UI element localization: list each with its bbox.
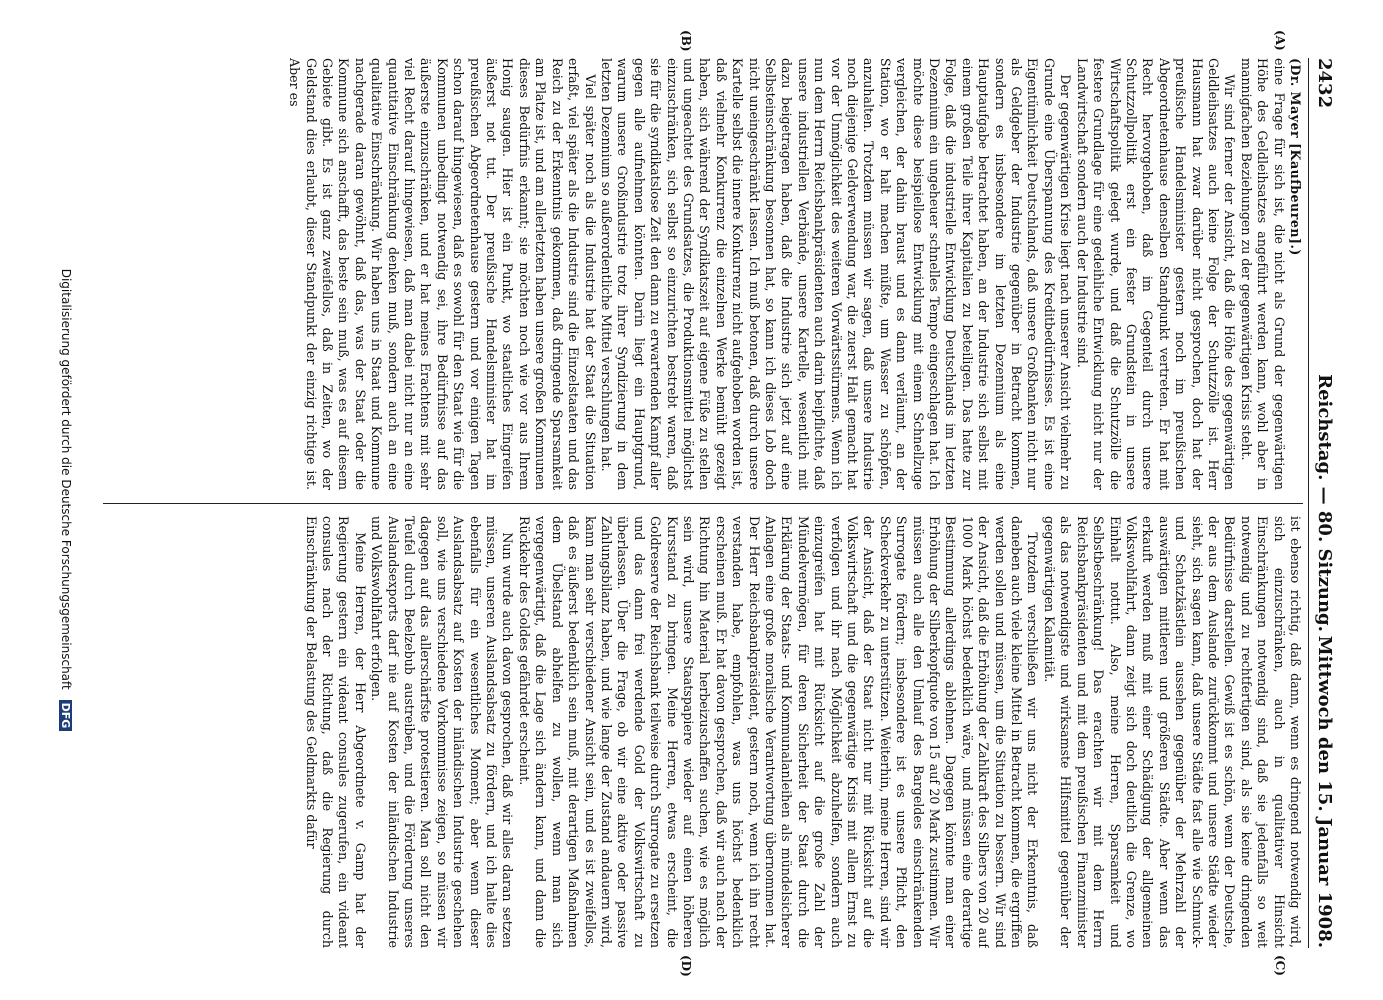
paragraph: Nun wurde auch davon gesprochen, daß wir alles daran setzen müssen, unseren Auslandsabsatz zu fördern, und ich halte dies ebenfalls für ein wesentliches Moment; aber wenn dieser Auslandsabsatz auf Kosten der inländischen Industrie geschehen soll, wie uns verschiedene Vorkommnisse zeigen, so müssen wir dagegen auf das allerschärfste protestieren. Man soll nicht den Teufel durch Beelzebub austreiben, und die Förderung unseres Auslandsexports darf nie auf Kosten der inländischen Industrie und Volkswohlfahrt erfolgen. <box>369 516 516 948</box>
paragraph: ist ebenso richtig, daß dann, wenn es dringend notwendig wird, sich einzuschränken, auch in qualitativer Hinsicht Einschränkungen notwendig sind, daß sie jedenfalls so weit notwendig und zu rechtfertigen sind, als sie keine dringenden Bedürfnisse darstellen. Gewiß ist es schön, wenn der Deutsche, der aus dem Auslande zurückkommt und unsere Städte wieder sieht, sich sagen kann, daß unsere Städte fast alle wie Schmuck- und Schatzkästlein aussehen gegenüber der Mehrzahl der auswärtigen mittleren und größeren Städte. Aber wenn das erkauft werden muß mit einer Schädigung der allgemeinen Volkswohlfahrt, dann zeigt sich doch deutlich die Grenze, wo Einhalt nottut. Also, meine Herren, Sparsamkeit und Selbstbeschränkung! Das erachten wir mit dem Herrn Reichsbankpräsidenten und mit dem preußischen Finanzminister als das notwendigste und wirksamste Hilfsmittel gegenüber der gegenwärtigen Kalamität. <box>1041 516 1303 948</box>
margin-mark-d: (D) <box>679 955 693 977</box>
column-divider <box>103 503 1303 504</box>
dfg-logo: DFG <box>59 700 72 732</box>
text-column-left <box>103 58 1303 490</box>
paragraph: Trotzdem verschließen wir uns nicht der Erkenntnis, daß daneben auch viele kleine Mittel in Betracht kommen, die ergriffen werden sollen und müssen, um die Situation zu bessern. Wir sind der Ansicht, daß die Erhöhung der Zahlkraft des Silbers von 20 auf 1000 Mark höchst bedenklich wäre, und müssen eine derartige Bestimmung allerdings ablehnen. Dagegen könnte man einer Erhöhung der Silberkopfquote von 15 auf 20 Mark zustimmen. Wir müssen auch alle den Umlauf des Bargeldes einschränkenden Surrogate fördern; insbesondere ist es unsere Pflicht, den Scheckverkehr zu unterstützen. Weiterhin, meine Herren, sind wir der Ansicht, daß der Staat nicht nur mit Rücksicht auf die Volkswirtschaft und die gegenwärtige Krisis mit allem Ernst zu verfolgen und ihr nach Möglichkeit abzuhelfen, sondern auch einzugreifen hat mit Rücksicht auf die große Zahl der Mündelvermögen, für deren Sicherheit der Staat durch die Erklärung der Staats- und Kommunalanleihen als mündelsicherer Anlagen eine große moralische Verantwortung übernommen hat. Der Herr Reichsbankpräsident, gestern noch, wenn ich ihn recht verstanden habe, empfohlen, was uns höchst bedenklich erscheinen muß. Er hat davon gesprochen, daß wir auch nach der Richtung hin Material herbeizuschaffen suchen, wie es möglich sein wird, unsere Staatspapiere wieder auf einen höheren Kursstand zu bringen. Meine Herren, etwas erscheint, die Goldreserve der Reichsbank teilweise durch Surrogate zu ersetzen und das dann frei werdende Gold der Volkswirtschaft zu überlassen. Über die Frage, ob wir eine aktive oder passive Zahlungsbilanz haben, und wie lange der Zustand andauern wird, kann man sehr verschiedener Ansicht sein, und es ist zweifellos, daß es äußerst bedenklich sein muß, mit derartigen Maßnahmen dem Übelstand abhelfen zu wollen, wenn man sich vergegenwärtigt, daß die Lage sich ändern kann, und dann die Rückkehr des Goldes gefährdet erscheint. <box>516 516 1041 948</box>
text-column-right <box>103 516 1303 948</box>
page-number: 2432 <box>1314 58 1335 109</box>
paragraph: Viel später noch als die Industrie hat der Staat die Situation erfaßt, viel später als die Industrie sind die Einzelstaaten und das Reich zu der Erkenntnis gekommen, daß dringende Sparsamkeit am Platze ist, und am allerletzten haben unsere großen Kommunen dieses Bedürfnis erkannt; sie möchten noch wie vor aus Ihrem Honig saugen. Hier ist ein Punkt, wo staatliches Eingreifen äußerst not tut. Der preußische Handelsminister hat im preußischen Abgeordnetenhause gestern und vor einigen Tagen schon darauf hingewiesen, daß es sowohl für den Staat wie für die Kommunen unbedingt notwendig sei, ihre Bedürfnisse auf das äußerste einzuschränken, und er hat meines Erachtens mit sehr viel Recht darauf hingewiesen, daß man dabei nicht nur an eine quantitative Einschränkung denken muß, sondern auch an eine qualitative Einschränkung. Wir haben uns in Staat und Kommune nachgerade daran gewöhnt, daß das, was der Staat oder die Kommune sich anschafft, das beste sein muß, was es auf diesem Gebiete gibt. Es ist ganz zweifellos, daß in Zeiten, wo der Geldstand dies erlaubt, dieser Standpunkt der einzig richtige ist. Aber es <box>287 58 598 490</box>
header-date: Mittwoch den 15. Januar 1908. <box>1314 635 1335 948</box>
page-header <box>1309 58 1335 948</box>
margin-mark-c: (C) <box>1273 955 1287 976</box>
header-title: Reichstag. — 80. Sitzung. <box>1314 374 1335 632</box>
paragraph: Wir sind ferner der Ansicht, daß die Höhe des gegenwärtigen Geldleihsatzes auch keine Folge der Schutzzölle ist. Herr Hausmann hat zwar darüber nicht gesprochen, doch hat der preußische Handelsminister gestern noch im preußischen Abgeordnetenhause denselben Standpunkt vertreten. Er hat mit Recht hervorgehoben, daß im Gegenteil durch unsere Schutzzollpolitik erst ein fester Grundstein in unsere Wirtschaftspolitik gelegt wurde, und daß die Schutzzölle die festere Grundlage für eine gedeihliche Entwicklung nicht nur der Landwirtschaft sondern auch der Industrie sind. <box>1074 58 1238 490</box>
paragraph: Meine Herren, der Herr Abgeordnete v. Gamp hat der Regierung gestern ein videant consules zugerufen, ein videant consules nach der Richtung, daß die Regierung durch Einschränkung der Belastung des Geldmarkts dafür <box>303 516 368 948</box>
margin-mark-a: (A) <box>1273 30 1287 51</box>
paragraph: eine Frage für sich ist, die nicht als Grund der gegenwärtigen Höhe des Geldleihsatzes angeführt werden kann, wohl aber in mannigfachen Beziehungen zu der gegenwärtigen Krisis steht. <box>1238 58 1287 490</box>
footer-text: Digitalisierung gefördert durch die Deutsche Forschungsgemeinschaft <box>59 268 73 690</box>
header-rule <box>1308 58 1309 948</box>
digitization-footer <box>59 0 73 1000</box>
paragraph: Der gegenwärtigen Krise liegt nach unserer Ansicht vielmehr zu Grunde eine Überspannung des Kreditbedürfnisses. Es ist eine Eigentümlichkeit Deutschlands, daß unsere Großbanken nicht nur als Geldgeber der Industrie gegenüber in Betracht kommen, sondern es insbesondere im letzten Dezennium als eine Hauptaufgabe betrachtet haben, an der Industrie sich selbst mit einem großen Teile ihrer Kapitalien zu beteiligen. Das hatte zur Folge, daß die industrielle Entwicklung Deutschlands im letzten Dezennium ein ungeheuer schnelles Tempo eingeschlagen hat. Ich möchte diese beispiellose Entwicklung mit einem Schnellzuge vergleichen, der dahin braust und es dann verläumt, an der Station, wo er halt machen müßte, um Wasser zu schöpfen, anzuhalten. Trotzdem müssen wir sagen, daß unsere Industrie noch diejenige Geldverwendung war, die zuerst Halt gemacht hat vor der Unmöglichkeit des weiteren Vorwärtsstürmens. Wenn ich nun dem Herrn Reichsbankpräsidenten auch darin beipflichte, daß unsere industriellen Verbände, unsere Kartelle, wesentlich mit dazu beigetragen haben, daß die Industrie sich jetzt auf eine Selbsteinschränkung besonnen hat, so kann ich dieses Lob doch nicht uneingeschränkt lassen. Ich muß betonen, daß durch unsere Kartelle selbst die innere Konkurrenz nicht aufgehoben worden ist, daß vielmehr Konkurrenz die einzelnen Werke bemüht gezeigt haben, sich während der Syndikatszeit auf eigene Füße zu stellen und ungeachtet des Grundsatzes, die Produktionsmittel möglichst einzuschränken, sich selbst so einzurichten bestrebt waren, daß sie für die syndikatslose Zeit den dann zu erwartenden Kampf aller gegen alle aufnehmen könnten. Darin liegt ein Hauptgrund, warum unsere Großindustrie trotz ihrer Syndizierung in dem letzten Dezennium so außerordentliche Mittel verschlungen hat. <box>598 58 1074 490</box>
speaker-label: (Dr. Mayer [Kaufbeuren].) <box>1288 58 1303 256</box>
margin-mark-b: (B) <box>679 30 693 52</box>
